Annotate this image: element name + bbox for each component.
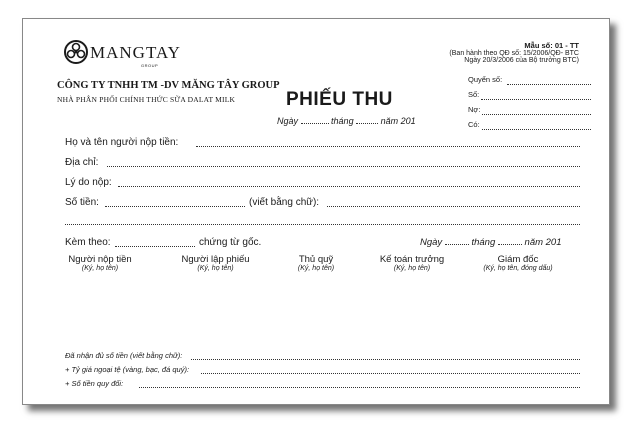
form-code-line2: Ngày 20/3/2006 của Bộ trưởng BTC) (464, 57, 579, 64)
converted-line[interactable] (139, 387, 580, 388)
logo (63, 39, 181, 69)
logo-sub: GROUP (141, 63, 159, 68)
form-code (409, 41, 579, 64)
reason-line[interactable] (118, 186, 580, 187)
debit-label: Nợ: (468, 105, 481, 114)
amount-words-label: (viết bằng chữ): (249, 197, 320, 208)
sign-date-day: Ngày (420, 237, 443, 248)
debit-line[interactable] (482, 114, 591, 115)
signature-hint: (Ký, họ tên) (197, 265, 234, 272)
fx-rate-label: + Tỷ giá ngoại tệ (vàng, bạc, đá quý): (65, 365, 190, 374)
attached-label: Kèm theo: (65, 237, 111, 248)
title-date (277, 116, 416, 126)
payer-line[interactable] (196, 146, 580, 147)
company-tagline: NHÀ PHÂN PHỐI CHÍNH THỨC SỮA DALAT MILK (57, 95, 236, 104)
signature-payer (55, 254, 145, 272)
sign-date (420, 237, 562, 248)
book-number-line[interactable] (507, 84, 591, 85)
receipt-number-line[interactable] (481, 99, 591, 100)
signature-preparer (168, 254, 263, 272)
amount-line[interactable] (105, 206, 245, 207)
converted-label: + Số tiền quy đổi: (65, 379, 124, 388)
sign-date-month: tháng (471, 237, 496, 248)
payer-label: Họ và tên người nộp tiền: (65, 137, 179, 148)
logo-flower-icon (63, 39, 89, 65)
credit-label: Có: (468, 120, 480, 129)
reason-label: Lý do nộp: (65, 177, 112, 188)
signature-hint: (Ký, họ tên) (393, 265, 431, 272)
attached-line[interactable] (115, 246, 195, 247)
fx-rate-line[interactable] (201, 373, 580, 374)
signature-hint: (Ký, họ tên) (297, 265, 335, 272)
company-name: CÔNG TY TNHH TM -DV MĂNG TÂY GROUP (57, 80, 280, 91)
credit-line[interactable] (482, 129, 591, 130)
signature-role: Người nộp tiền (68, 254, 132, 265)
page-title: PHIẾU THU (286, 89, 393, 110)
form-code-line1: (Ban hành theo QĐ số: 15/2006/QĐ- BTC (449, 50, 579, 57)
title-date-month: tháng (331, 116, 354, 126)
logo-brand: MANGTAY (90, 43, 181, 62)
signature-cashier (281, 254, 351, 272)
signature-chief-accountant (366, 254, 458, 272)
original-docs-label: chứng từ gốc. (199, 237, 262, 248)
signature-hint: (Ký, họ tên) (81, 265, 119, 272)
amount-words-line-2[interactable] (65, 224, 580, 225)
received-line[interactable] (191, 359, 580, 360)
received-label: Đã nhận đủ số tiền (viết bằng chữ): (65, 351, 183, 360)
title-date-day: Ngày (277, 116, 299, 126)
receipt-form (22, 18, 610, 405)
signature-role: Người lập phiếu (181, 254, 250, 265)
amount-label: Số tiền: (65, 197, 99, 208)
receipt-number-label: Số: (468, 90, 480, 99)
signature-role: Kế toán trưởng (379, 254, 445, 265)
signature-director (463, 254, 573, 272)
signature-role: Giám đốc (497, 254, 539, 265)
amount-words-line[interactable] (327, 206, 580, 207)
signature-role: Thủ quỹ (298, 254, 334, 265)
book-number-label: Quyển số: (468, 75, 503, 84)
signature-hint: (Ký, họ tên, đóng dấu) (483, 265, 553, 272)
sign-date-year: năm 201 (524, 237, 562, 248)
address-label: Địa chỉ: (65, 157, 99, 168)
title-date-year: năm 201 (380, 116, 416, 126)
form-code-number: Mẫu số: 01 - TT (524, 41, 579, 50)
address-line[interactable] (107, 166, 580, 167)
